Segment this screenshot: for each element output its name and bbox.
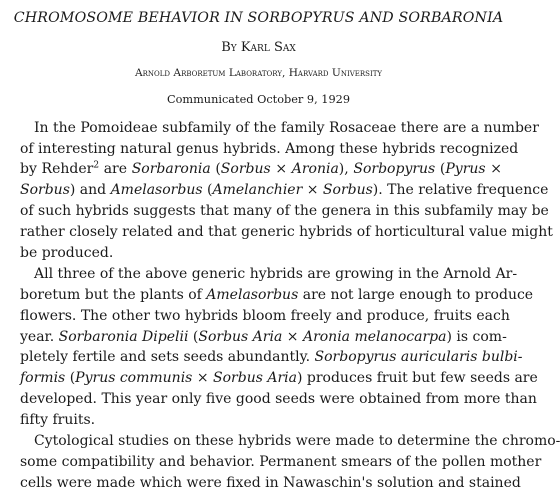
text-run: All three of the above generic hybrids are growing in the Arnold Ar- [34,266,518,282]
author-line: By Karl Sax [221,40,296,55]
text-run: In the Pomoideae subfamily of the family Rosaceae there are a number [34,120,539,136]
text-run: ( [188,329,199,345]
affiliation-line: Arnold Arboretum Laboratory, Harvard University [135,67,382,79]
text-line [34,431,560,451]
text-run: by Rehder [20,161,94,177]
text-line [20,201,549,221]
italic-text: Sorbus [322,182,373,198]
text-run: × [192,370,214,386]
text-run: cells were made which were fixed in Nawaschin's solution and stained [20,475,521,491]
text-run: flowers. The other two hybrids bloom freely and produce, fruits each [20,308,510,324]
italic-text: Aronia [291,161,339,177]
italic-text: Amelasorbus [206,287,299,303]
text-run: of such hybrids suggests that many of the genera in this subfamily may be [20,203,549,219]
text-run: ( [65,370,76,386]
text-line [20,473,521,493]
text-run: developed. This year only five good seeds were obtained from more than [20,391,537,407]
text-line [20,368,538,388]
italic-text: Sorbopyrus [353,161,436,177]
text-run: year. [20,329,59,345]
text-run: be produced. [20,245,114,261]
text-run: × [485,161,502,177]
italic-text: Amelanchier [212,182,303,198]
text-line [20,139,519,159]
text-line [34,264,518,284]
italic-text: Sorbus [220,161,271,177]
italic-text: Amelasorbus [110,182,203,198]
text-run: ). The relative frequence [372,182,549,198]
text-run: ) and [69,182,111,198]
text-line [20,327,507,347]
text-line [20,306,510,326]
italic-text: Pyrus communis [75,370,193,386]
text-line [20,410,502,430]
communicated-date: Communicated October 9, 1929 [166,93,351,106]
text-line [20,180,549,200]
text-line [20,452,542,472]
text-run: ) is com- [446,329,507,345]
text-line [20,285,534,305]
footnote-marker[interactable]: 2 [93,160,100,171]
italic-text: Sorbaronia [131,161,211,177]
text-run: ( [435,161,446,177]
text-run: ), [338,161,354,177]
italic-text: formis [20,370,66,386]
text-run: of interesting natural genus hybrids. Among these hybrids recognized [20,141,519,157]
text-run: rather closely related and that generic hybrids of horticultural value might [20,224,553,240]
text-run: are not large enough to produce [298,287,534,303]
text-line [20,347,523,367]
text-run: are [99,161,132,177]
italic-text: Sorbaronia Dipelii [58,329,189,345]
italic-text: Sorbopyrus auricularis bulbi- [314,349,523,365]
paper-title: CHROMOSOME BEHAVIOR IN SORBOPYRUS AND SORBARONIA [13,10,504,26]
text-run: × [282,329,303,345]
text-run: ) produces fruit but few seeds are [296,370,538,386]
text-run: × [302,182,323,198]
italic-text: Sorbus Aria [198,329,283,345]
italic-text: Aronia melanocarpa [302,329,447,345]
text-run: ( [202,182,213,198]
italic-text: Pyrus [445,161,486,177]
text-line [20,159,502,179]
text-run: × [270,161,292,177]
text-run: pletely fertile and sets seeds abundantly. [20,349,315,365]
text-run: ( [210,161,221,177]
text-line [20,222,553,242]
italic-text: Sorbus [20,182,70,198]
italic-text: Sorbus Aria [213,370,297,386]
text-run: some compatibility and behavior. Permanent smears of the pollen mother [20,454,542,470]
text-line [20,389,537,409]
text-line [34,118,539,138]
text-line [20,243,502,263]
text-run: Cytological studies on these hybrids were made to determine the chromo- [34,433,560,449]
text-run: fifty fruits. [20,412,96,428]
text-run: boretum but the plants of [20,287,207,303]
